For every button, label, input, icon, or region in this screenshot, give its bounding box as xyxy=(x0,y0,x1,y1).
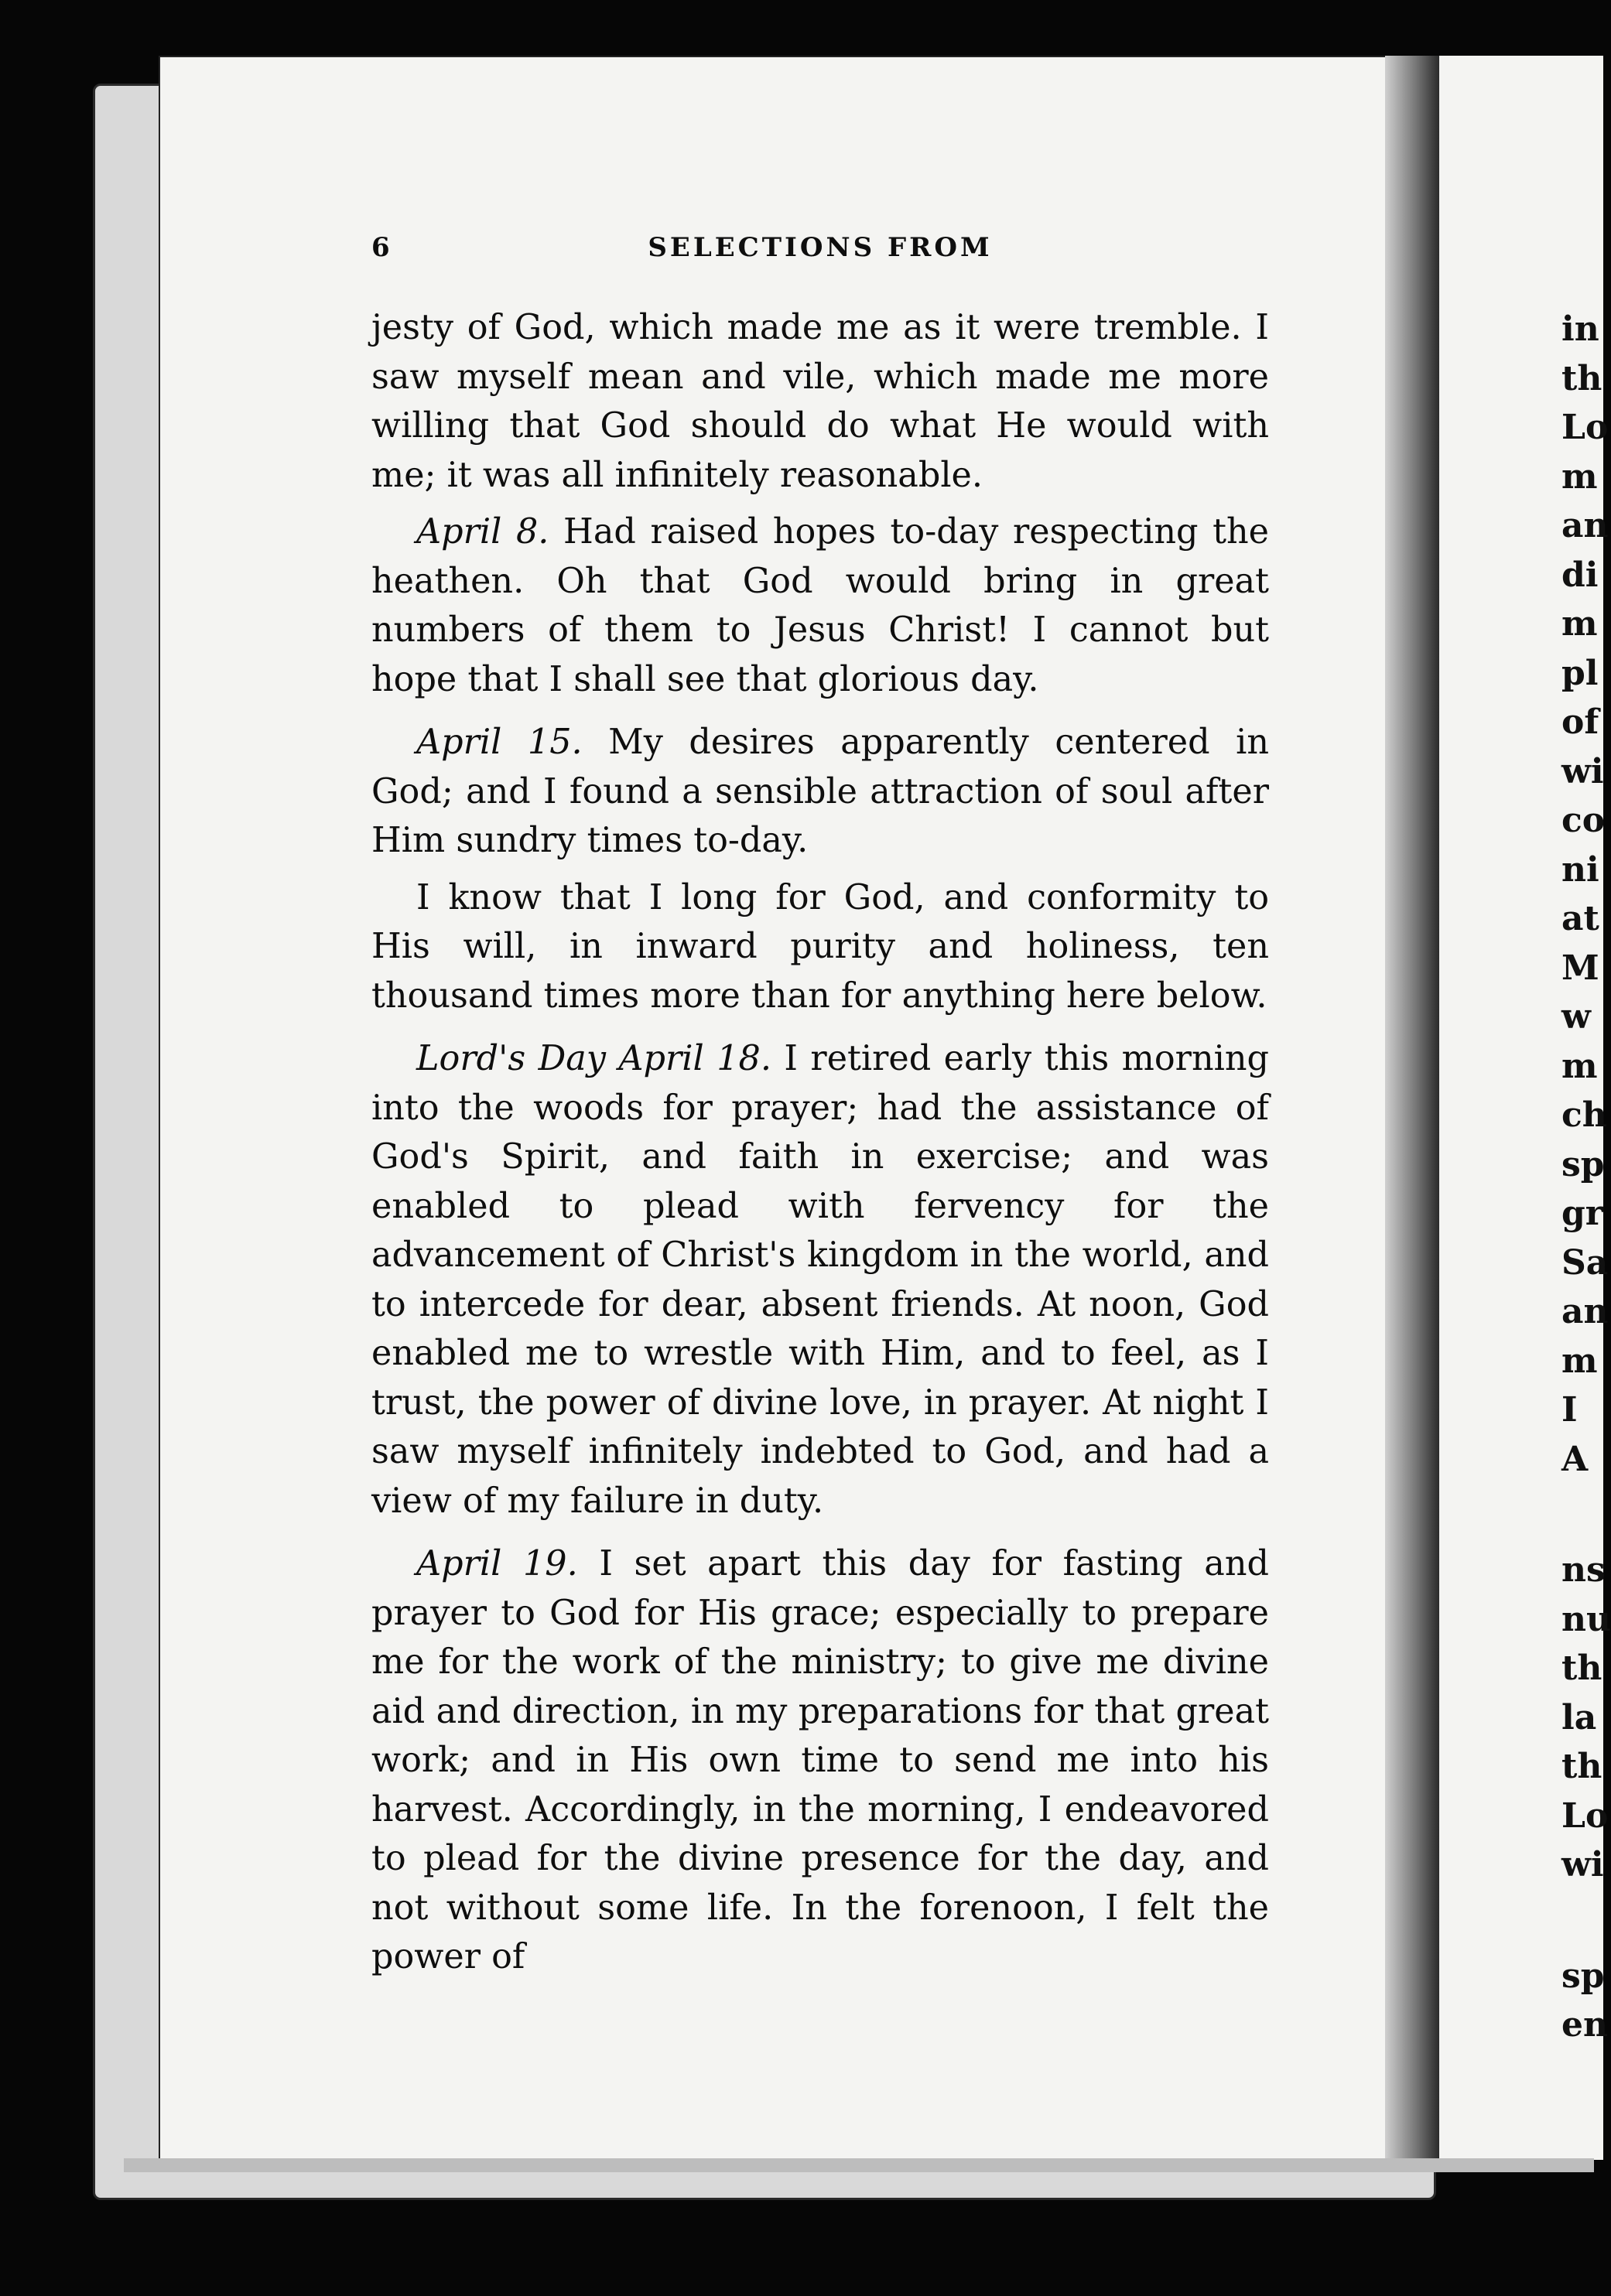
right-page-line-fragment: ch xyxy=(1561,1095,1607,1135)
right-page-line-fragment: m xyxy=(1561,604,1598,644)
right-page-line-fragment: en xyxy=(1561,2005,1608,2045)
right-page-line-fragment: ns xyxy=(1561,1550,1606,1590)
right-page-line-fragment: an xyxy=(1561,506,1609,545)
right-page-line-fragment xyxy=(1561,1484,1608,1546)
right-page-line-fragment: nu xyxy=(1561,1599,1611,1639)
right-page-line-fragment: of xyxy=(1561,702,1599,742)
right-page-line-fragment: m xyxy=(1561,456,1598,497)
right-page-line-fragment: pl xyxy=(1561,653,1599,693)
right-page-line-fragment: m xyxy=(1561,1046,1598,1086)
right-page-line-fragment: m xyxy=(1561,1341,1598,1381)
right-page-line-fragment: th xyxy=(1561,1747,1602,1786)
diary-entry: April 19. I set apart this day for fasting and prayer to God for His grace; especially to prepare me for the work of the ministry; to give me divine aid and direction, in my preparations for that great work; and in His own time to send me into his harvest. Accordingly, in the morning, I endeavored to plead for the divine presence for the day, and not without some life. In the forenoon, I felt the power of xyxy=(371,1544,1269,1977)
right-page-line-fragment: in xyxy=(1561,309,1599,349)
diary-entry: Lord's Day April 18. I retired early this morning into the woods for prayer; had the assistance of God's Spirit, and faith in exercise; and was enabled to plead with fervency for the advancement of Christ's kingdom in the world, and to intercede for dear, absent friends. At noon, God enabled me to wrestle with Him, and to feel, as I trust, the power of divine love, in prayer. At night I saw myself infinitely indebted to God, and had a view of my failure in duty. xyxy=(371,1039,1269,1521)
right-page-line-fragment: an xyxy=(1561,1292,1609,1331)
right-page-fragments xyxy=(1561,305,1611,2050)
right-page-line-fragment: at xyxy=(1561,899,1599,938)
right-page-line-fragment: di xyxy=(1561,555,1599,595)
right-page-line-fragment: M xyxy=(1561,948,1599,988)
right-page-line-fragment: th xyxy=(1561,1649,1602,1688)
entry-date: April 15. xyxy=(416,723,583,762)
right-page-line-fragment: Lo xyxy=(1561,408,1609,447)
right-page-line-fragment xyxy=(1561,1890,1608,1952)
right-page-line-fragment: co xyxy=(1561,801,1606,840)
right-page-line-fragment: sp xyxy=(1561,1956,1605,1996)
right-page-line-fragment: th xyxy=(1561,358,1602,398)
body-text xyxy=(371,303,1269,1982)
right-page-line-fragment: wi xyxy=(1561,751,1604,791)
right-page-line-fragment: Lo xyxy=(1561,1795,1609,1836)
entry-date: April 8. xyxy=(416,512,549,552)
right-page-line-fragment: la xyxy=(1561,1697,1597,1737)
paragraph: jesty of God, which made me as it were tremble. I saw myself mean and vile, which made me more willing that God should do what He would with me; it was all infinitely reasonable. xyxy=(371,308,1269,495)
page-number: 6 xyxy=(371,232,393,263)
left-page-text xyxy=(371,232,1269,1990)
diary-entry: April 15. My desires apparently centered in God; and I found a sensible attraction of soul after Him sundry times to-day. xyxy=(371,723,1269,860)
page-bottom-edge xyxy=(124,2158,1594,2172)
paragraph: I know that I long for God, and conformity to His will, in inward purity and holiness, ten thousand times more than for anything here below. xyxy=(371,877,1269,1016)
running-head xyxy=(371,232,1269,278)
right-page-line-fragment: Sa xyxy=(1561,1242,1609,1283)
right-page-line-fragment: I xyxy=(1561,1390,1578,1430)
right-page-line-fragment: A xyxy=(1561,1439,1589,1479)
right-page-line-fragment: gr xyxy=(1561,1194,1603,1233)
entry-date: April 19. xyxy=(416,1544,578,1584)
entry-date: Lord's Day April 18. xyxy=(416,1039,771,1078)
book-gutter xyxy=(1385,56,1439,2160)
right-page-line-fragment: w xyxy=(1561,997,1591,1037)
right-page-line-fragment: sp xyxy=(1561,1144,1605,1184)
right-page-line-fragment: ni xyxy=(1561,849,1599,890)
right-page-line-fragment: wi xyxy=(1561,1845,1604,1884)
running-head-title: SELECTIONS FROM xyxy=(648,232,993,263)
diary-entry: April 8. Had raised hopes to-day respecting the heathen. Oh that God would bring in great numbers of them to Jesus Christ! I cannot but hope that I shall see that glorious day. xyxy=(371,512,1269,699)
